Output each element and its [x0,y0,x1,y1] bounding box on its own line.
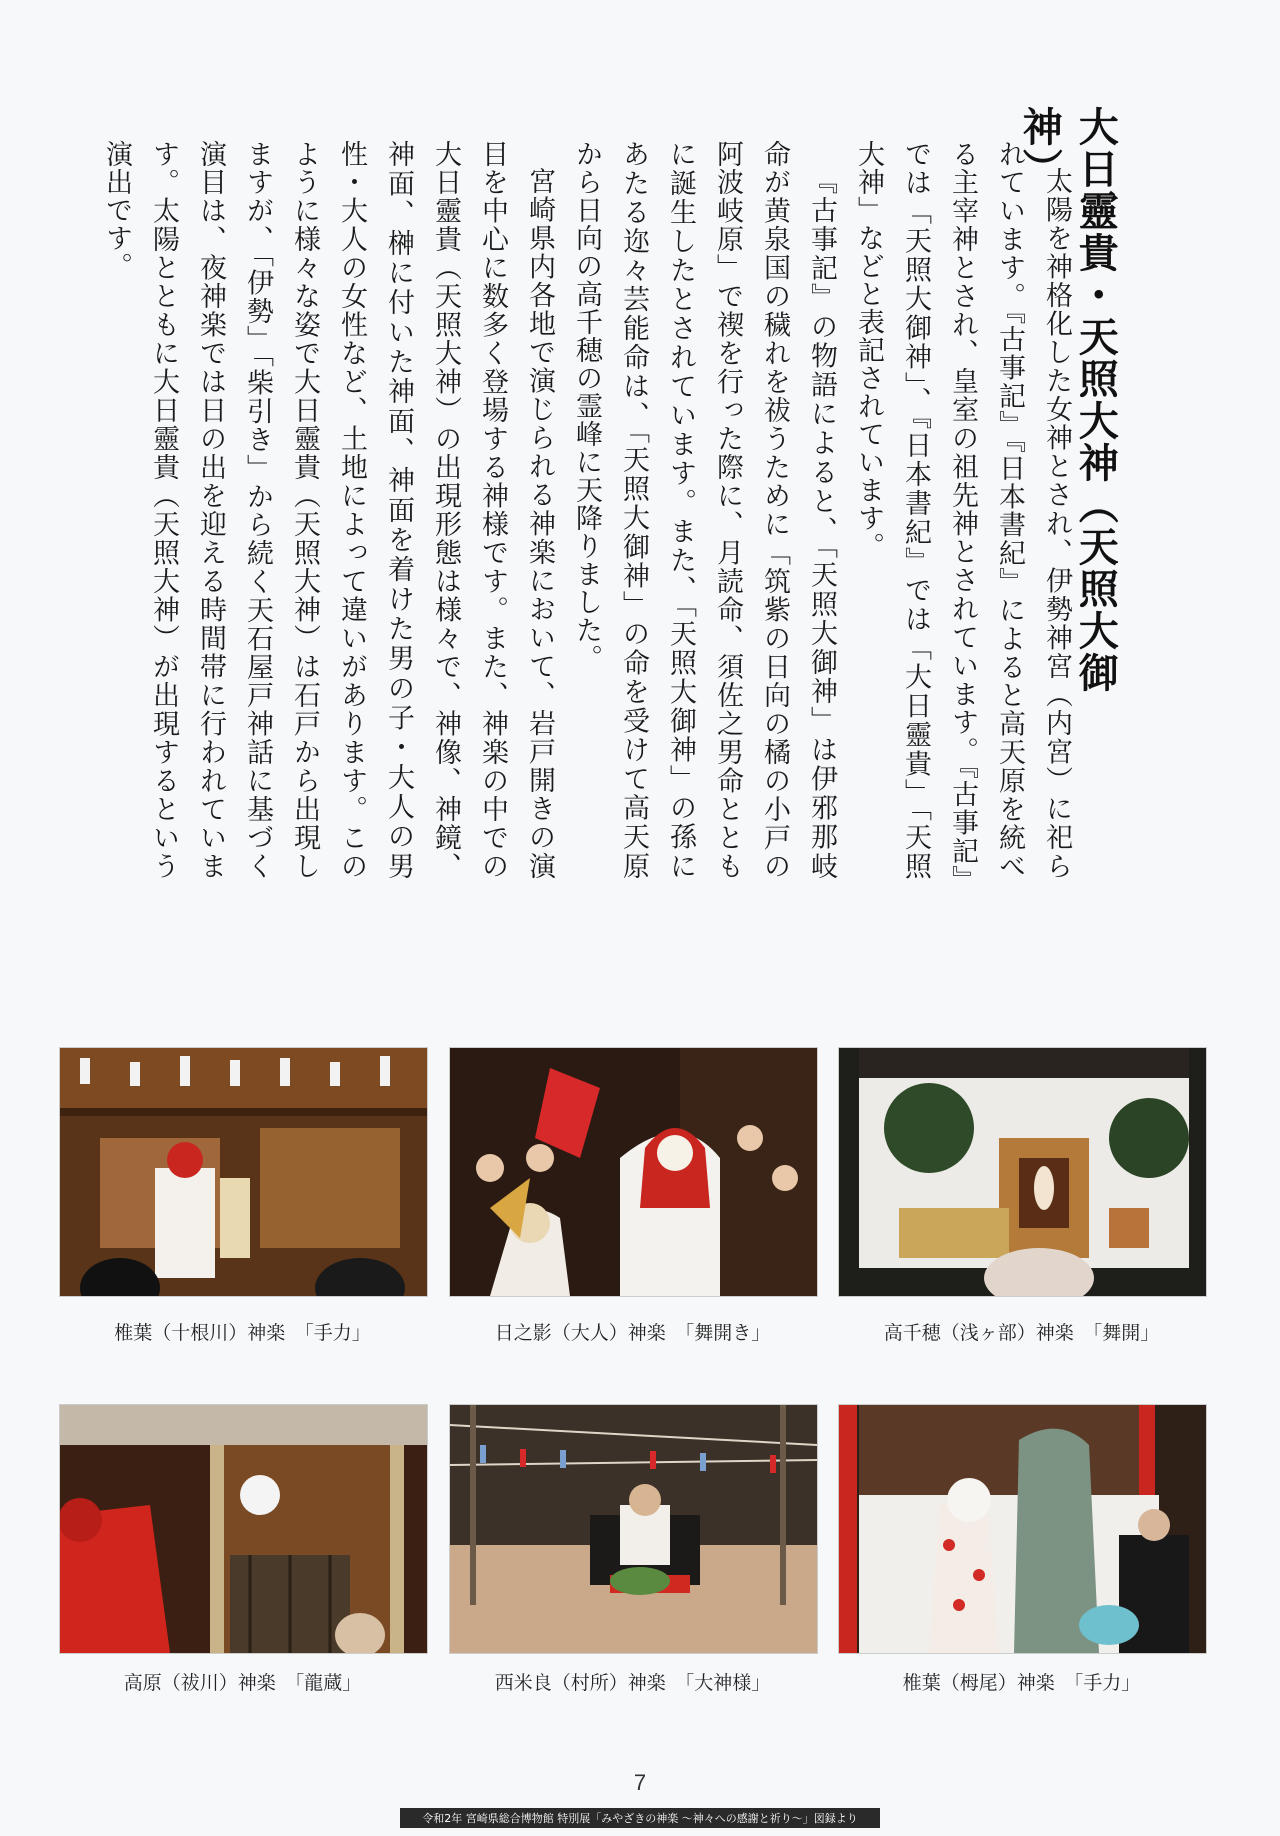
caption-2: 日之影（大人）神楽 「舞開き」 [494,1322,771,1344]
footer-credit: 令和2年 宮崎県総合博物館 特別展「みやざきの神楽 ～神々への感謝と祈り～」図録より [400,1808,880,1828]
photo-takaharu-haraigawa [59,1404,428,1654]
article-body [101,140,1080,881]
photo-shiiba-toganoo [838,1404,1207,1654]
caption-5: 西米良（村所）神楽 「大神様」 [494,1672,771,1694]
photo-takachiho-asagabe [838,1047,1207,1297]
caption-3: 高千穂（浅ヶ部）神楽 「舞開」 [883,1322,1160,1344]
paragraph-2: 『古事記』の物語によると、「天照大御神」は伊邪那岐命が黄泉国の穢れを祓うために「筑紫の日向の橘の小戸の阿波岐原」で禊を行った際に、月読命、須佐之男命とともに誕生したとされています。また、「天照大御神」の孫にあたる迩々芸能命は、「天照大御神」の命を受けて高天原から日向の高千穂の霊峰に天降りました。 [571,140,837,880]
article-title: 大日靈貴・天照大神（天照大御神） [1016,106,1119,694]
caption-1: 椎葉（十根川）神楽 「手力」 [114,1322,371,1344]
caption-6: 椎葉（栂尾）神楽 「手力」 [902,1672,1141,1694]
photo-shiiba-tonegawa [59,1047,428,1297]
caption-4: 高原（祓川）神楽 「龍蔵」 [123,1672,362,1694]
photo-hinokage-otona [449,1047,818,1297]
photo-nishimera-murasho [449,1404,818,1654]
paragraph-3: 宮崎県内各地で演じられる神楽において、岩戸開きの演目を中心に数多く登場する神様です。また、神楽の中での大日靈貴（天照大神）の出現形態は様々で、神像、神鏡、神面、榊に付いた神面、神面を着けた男の子・大人の男性・大人の女性など、土地によって違いがあります。このように様々な姿で大日靈貴（天照大神）は石戸から出現しますが、「伊勢」「柴引き」から続く天石屋戸神話に基づく演目は、夜神楽では日の出を迎える時間帯に行われています。太陽とともに大日靈貴（天照大神）が出現するという演出です。 [101,140,555,881]
page-number: 7 [633,1770,647,1795]
paragraph-1: 太陽を神格化した女神とされ、伊勢神宮（内宮）に祀られています。『古事記』『日本書紀』によると高天原を統べる主宰神とされ、皇室の祖先神とされています。『古事記』では「天照大御神」、『日本書紀』では「大日靈貴」「天照大神」などと表記されています。 [853,140,1072,880]
